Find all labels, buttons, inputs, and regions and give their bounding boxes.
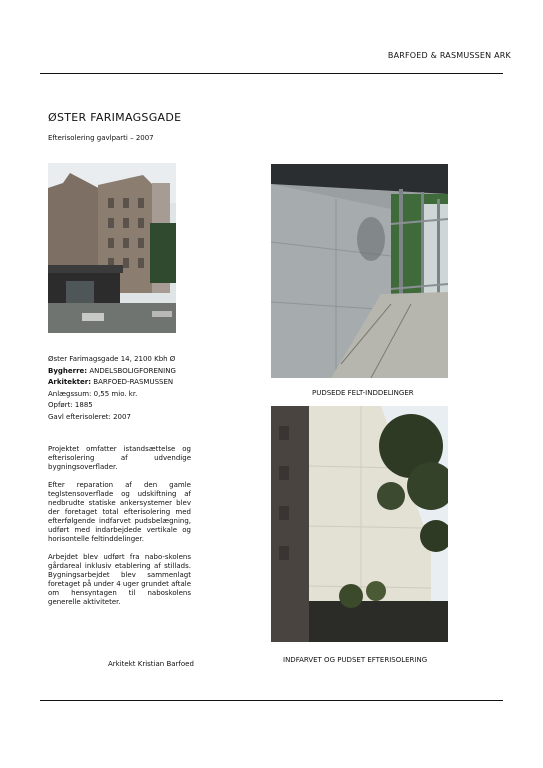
cost-line: Anlægssum: 0,55 mio. kr. — [48, 389, 138, 398]
bottom-divider — [40, 700, 503, 701]
photo-caption-panels: PUDSEDE FELT-INDDELINGER — [312, 389, 414, 397]
description-paragraph: Arbejdet blev udført fra nabo-skolens gårdareal inklusiv etablering af stillads. Bygningsarbejdet blev sammenlagt foretaget på under 4 uger grundet aftale om hensyntagen til naboskolens generelle aktiviteter. — [48, 553, 192, 606]
insulated-line: Gavl efterisoleret: 2007 — [48, 412, 131, 421]
address-line: Øster Farimagsgade 14, 2100 Kbh Ø — [48, 355, 176, 363]
architects-line — [48, 377, 176, 389]
building-overview-photo — [48, 163, 176, 333]
client-value: ANDELSBOLIGFORENING — [89, 366, 176, 375]
finished-gable-photo — [271, 406, 448, 642]
description-paragraph: Projektet omfatter istandsættelse og efterisolering af udvendige bygningsoverflader. — [48, 445, 191, 471]
built-line: Opført: 1885 — [48, 401, 93, 409]
project-description — [48, 445, 191, 616]
client-line — [48, 366, 176, 378]
firm-header: BARFOED & RASMUSSEN ARK — [387, 51, 511, 60]
facade-panels-photo — [271, 164, 448, 378]
top-divider — [40, 73, 503, 74]
architects-value: BARFOED-RASMUSSEN — [93, 378, 174, 386]
project-info — [48, 354, 176, 423]
architects-label: Arkitekter: — [48, 378, 92, 386]
architect-signature: Arkitekt Kristian Barfoed — [108, 660, 194, 668]
project-subtitle: Efterisolering gavlparti – 2007 — [48, 134, 154, 142]
project-title: ØSTER FARIMAGSGADE — [48, 111, 182, 124]
client-label: Bygherre: — [48, 366, 88, 375]
photo-caption-finished: INDFARVET OG PUDSET EFTERISOLERING — [283, 656, 428, 664]
description-paragraph: Efter reparation af den gamle teglstensoverflade og udskiftning af nedbrudte statiske ankersystemer blev der foretaget total efterisolering med efterfølgende indfarvet pudsbelægning, udført med indarbejdede vertikale og horisontelle feltinddelinger. — [48, 481, 191, 543]
